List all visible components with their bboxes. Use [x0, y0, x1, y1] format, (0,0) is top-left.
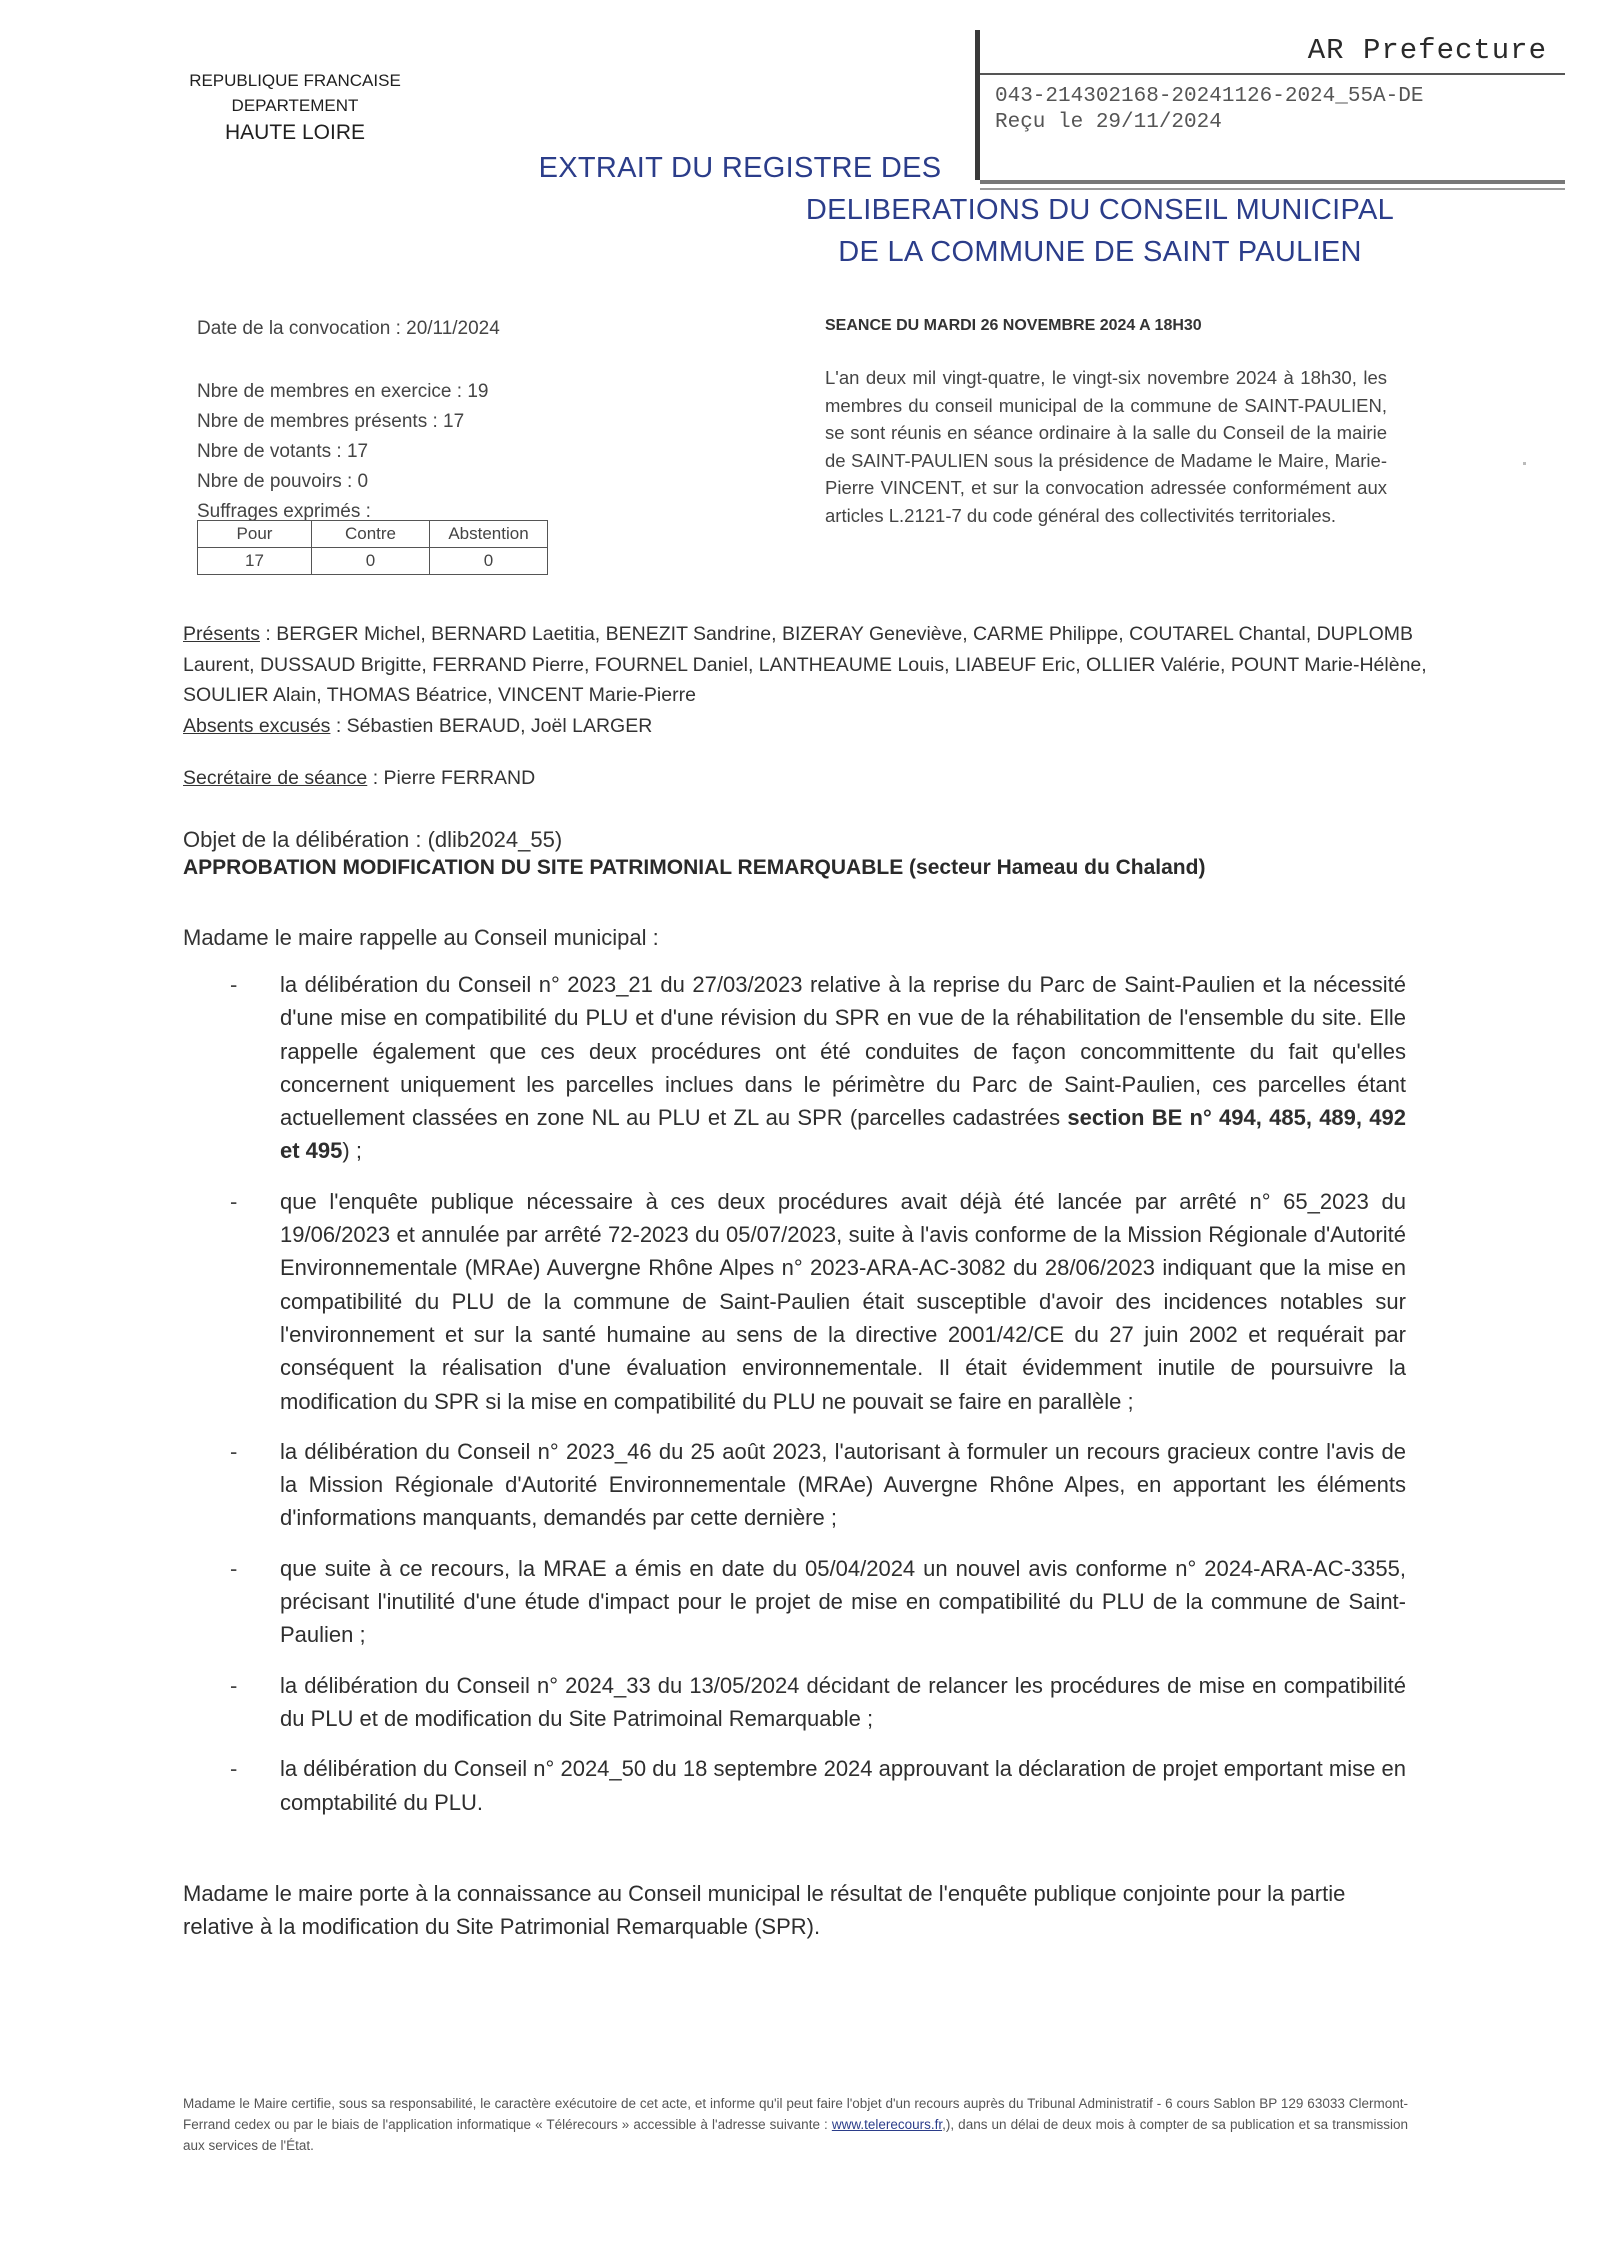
- stamp-border-top: [980, 73, 1565, 75]
- absent-members: [183, 711, 1453, 742]
- list-dash: -: [230, 1438, 238, 1464]
- stamp-title: AR Prefecture: [1307, 34, 1547, 67]
- title-line-3: DE LA COMMUNE DE SAINT PAULIEN: [838, 236, 1362, 268]
- item-6-text: la délibération du Conseil n° 2024_50 du 18 septembre 2024 approuvant la déclaration de projet emportant mise en comptabilité du PLU.: [280, 1756, 1406, 1815]
- stamp-border-bottom-secondary: [980, 188, 1565, 190]
- list-dash: -: [230, 1756, 238, 1782]
- list-dash: -: [230, 1672, 238, 1698]
- present-members: [183, 619, 1453, 711]
- vote-header-against: Contre: [312, 521, 430, 548]
- vote-value-abstention: 0: [430, 548, 548, 575]
- proxies-count: Nbre de pouvoirs : 0: [197, 471, 369, 492]
- deliberation-title-main: APPROBATION MODIFICATION DU SITE PATRIMONIAL REMARQUABLE: [183, 856, 904, 879]
- scan-speck: [1523, 462, 1526, 465]
- item-2-text: que l'enquête publique nécessaire à ces deux procédures avait déjà été lancée par arrêté n° 65_2023 du 19/06/2023 et annulée par arrêté 72-2023 du 05/07/2023, suite à l'avis conforme de la Mission Régionale d'Autorité Environnementale (MRAe) Auvergne Rhône Alpes n° 2023-ARA-AC-3082 du 28/06/2023 indiquant que la mise en compatibilité du PLU de la commune de Saint-Paulien était susceptible d'avoir des incidences notables sur l'environnement et sur la santé humaine au sens de la directive 2001/42/CE du 27 juin 2002 et requérait par conséquent la réalisation d'une évaluation environnementale. Il était évidemment inutile de poursuivre la modification du SPR si la mise en compatibilité du PLU ne pouvait se faire en parallèle ;: [280, 1188, 1406, 1414]
- footer-text-end: ,), dans un délai de deux mois à compter de sa publication et sa transmission aux services de l'État.: [183, 2117, 1408, 2153]
- list-item: [230, 1185, 1406, 1418]
- secretary-name: : Pierre FERRAND: [367, 767, 536, 789]
- item-4-text: que suite à ce recours, la MRAE a émis en date du 05/04/2024 un nouvel avis conforme n° 2024-ARA-AC-3355, précisant l'inutilité d'une étude d'impact pour le projet de mise en compatibilité du PLU de la commune de Saint-Paulien ;: [280, 1555, 1406, 1648]
- vote-table-header-row: [198, 521, 548, 548]
- present-list: : BERGER Michel, BERNARD Laetitia, BENEZIT Sandrine, BIZERAY Geneviève, CARME Philippe, COUTAREL Chantal, DUPLOMB Laurent, DUSSAUD Brigitte, FERRAND Pierre, FOURNEL Daniel, LANTHEAUME Louis, LIABEUF Eric, OLLIER Valérie, POUNT Marie-Hélène, SOULIER Alain, THOMAS Béatrice, VINCENT Marie-Pierre: [183, 623, 1427, 706]
- item-1-text: la délibération du Conseil n° 2023_21 du 27/03/2023 relative à la reprise du Parc de Saint-Paulien et la nécessité d'une mise en compatibilité du PLU et d'une révision du SPR en vue de la réhabilitation de l'ensemble du site. Elle rappelle également que ces deux procédures ont été conduites de façon concommittente du fait qu'elles concernent uniquement les parcelles inclues dans le périmètre du Parc de Saint-Paulien, ces parcelles étant actuellement classées en zone NL au PLU et ZL au SPR (parcelles cadastrées: [280, 972, 1406, 1131]
- stamp-border-vertical: [975, 30, 980, 180]
- department-name: HAUTE LOIRE: [224, 121, 366, 144]
- deliberation-object-label: Objet de la délibération : (dlib2024_55): [183, 827, 563, 852]
- vote-table: [197, 520, 548, 575]
- vote-value-against: 0: [312, 548, 430, 575]
- item-5-text: la délibération du Conseil n° 2024_33 du 13/05/2024 décidant de relancer les procédures de mise en compatibilité du PLU et de modification du Site Patrimoinal Remarquable ;: [280, 1672, 1406, 1731]
- item-3-text: la délibération du Conseil n° 2023_46 du 25 août 2023, l'autorisant à formuler un recours gracieux contre l'avis de la Mission Régionale d'Autorité Environnementale (MRAe) Auvergne Rhône Alpes, en apportant les éléments d'informations manquants, demandés par cette dernière ;: [280, 1438, 1406, 1531]
- prefecture-receipt-stamp: [975, 30, 1565, 180]
- list-item: [230, 1435, 1406, 1535]
- list-item: [230, 1552, 1406, 1652]
- member-counts: [197, 377, 488, 527]
- attendance-block: [183, 619, 1453, 741]
- present-label: Présents: [183, 623, 260, 645]
- legal-footer: [183, 2093, 1408, 2156]
- voters-count: Nbre de votants : 17: [197, 441, 369, 462]
- list-dash: -: [230, 1555, 238, 1581]
- session-intro-paragraph: L'an deux mil vingt-quatre, le vingt-six novembre 2024 à 18h30, les membres du conseil municipal de la commune de SAINT-PAULIEN, se sont réunis en séance ordinaire à la salle du Conseil de la mairie de SAINT-PAULIEN sous la présidence de Madame le Maire, Marie-Pierre VINCENT, et sur la convocation adressée conformément aux articles L.2121-7 du code général des collectivités territoriales.: [825, 367, 1387, 526]
- title-line-1: EXTRAIT DU REGISTRE DES: [538, 152, 942, 184]
- stamp-received-date: Reçu le 29/11/2024: [995, 111, 1222, 134]
- vote-header-for: Pour: [198, 521, 312, 548]
- members-in-office: Nbre de membres en exercice : 19: [197, 381, 489, 402]
- footer-text: Madame le Maire certifie, sous sa responsabilité, le caractère exécutoire de cet acte, et informe qu'il peut faire l'objet d'un recours auprès du Tribunal Administratif - 6 cours Sablon BP 129 63033 Clermont-Ferrand cedex ou par le biais de l'application informatique « Télérecours » accessible à l'adresse suivante :: [183, 2096, 1408, 2132]
- vote-value-for: 17: [198, 548, 312, 575]
- deliberation-title-sector: (secteur Hameau du Chaland): [903, 856, 1206, 879]
- item-1-end: ) ;: [342, 1138, 362, 1164]
- list-item: [230, 968, 1406, 1168]
- department-label: DEPARTEMENT: [231, 96, 359, 115]
- list-item: [230, 1669, 1406, 1736]
- secretary-label: Secrétaire de séance: [183, 767, 368, 789]
- list-dash: -: [230, 972, 238, 997]
- title-line-2: DELIBERATIONS DU CONSEIL MUNICIPAL: [805, 194, 1395, 226]
- country-name: REPUBLIQUE FRANCAISE: [189, 71, 401, 90]
- recall-intro: Madame le maire rappelle au Conseil municipal :: [183, 925, 659, 950]
- list-item: [230, 1752, 1406, 1819]
- votes-cast-label: Suffrages exprimés :: [197, 501, 371, 522]
- session-secretary: [183, 767, 535, 790]
- members-present: Nbre de membres présents : 17: [197, 411, 465, 432]
- session-heading: SEANCE DU MARDI 26 NOVEMBRE 2024 A 18H30: [825, 317, 1202, 334]
- absent-label: Absents excusés: [183, 714, 331, 737]
- telerecours-link[interactable]: www.telerecours.fr: [831, 2117, 943, 2132]
- absent-list: : Sébastien BERAUD, Joël LARGER: [330, 714, 653, 737]
- recall-list: [230, 968, 1406, 1836]
- item-1-parcels: section BE n° 494, 485, 489, 492 et 495: [280, 1105, 1406, 1164]
- stamp-border-bottom: [980, 180, 1565, 184]
- vote-table-value-row: [198, 548, 548, 575]
- convocation-date: Date de la convocation : 20/11/2024: [197, 318, 500, 339]
- deliberation-title: [183, 856, 1205, 880]
- issuer-header: [150, 68, 440, 148]
- list-dash: -: [230, 1188, 238, 1214]
- stamp-reference: 043-214302168-20241126-2024_55A-DE: [995, 85, 1424, 108]
- vote-header-abstention: Abstention: [430, 521, 548, 548]
- closing-paragraph: Madame le maire porte à la connaissance au Conseil municipal le résultat de l'enquête publique conjointe pour la partie relative à la modification du Site Patrimonial Remarquable (SPR).: [183, 1881, 1346, 1939]
